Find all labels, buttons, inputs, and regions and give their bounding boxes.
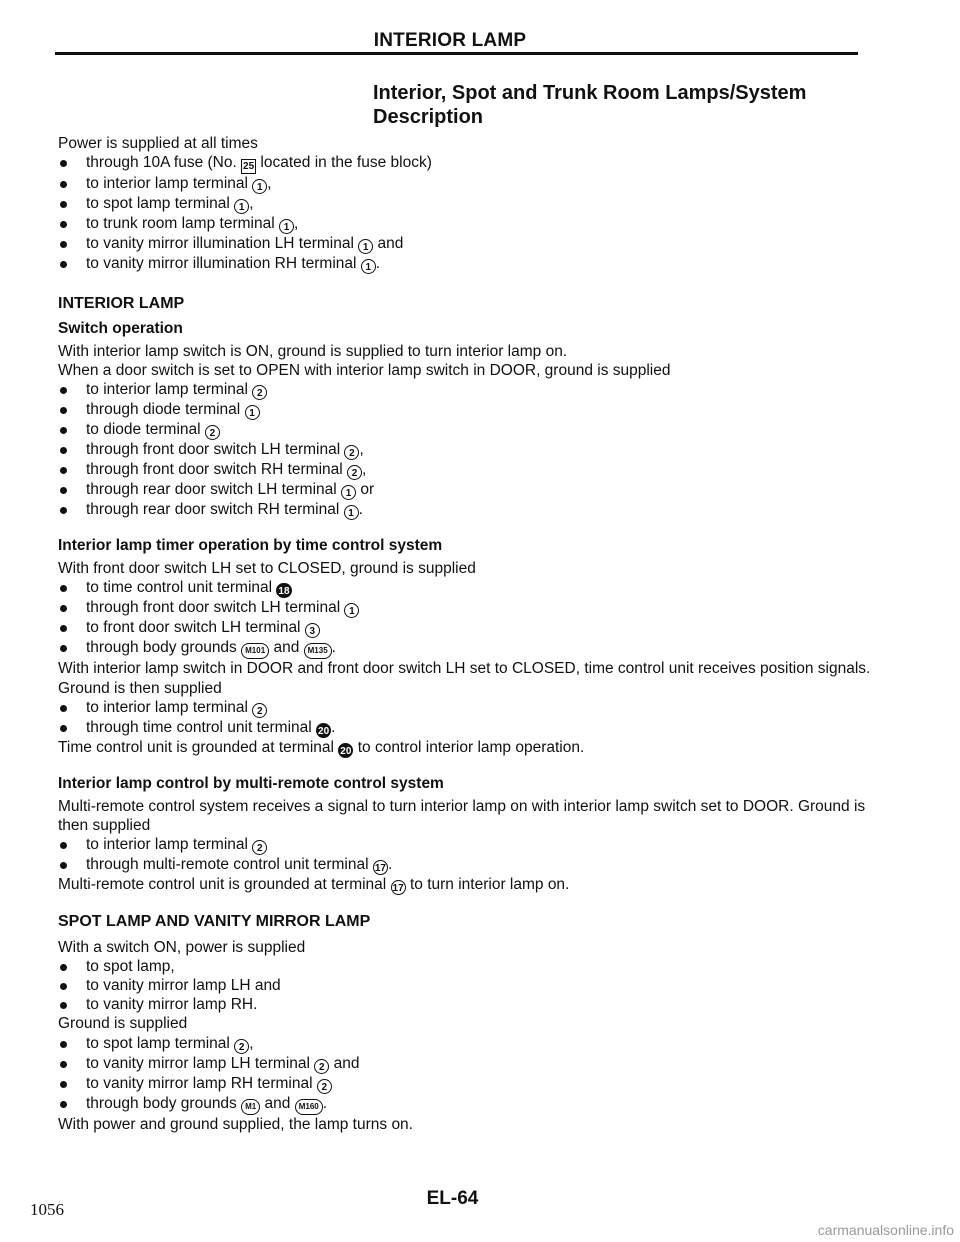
section-subtitle: Description <box>373 106 484 128</box>
page-number: 1056 <box>30 1200 64 1219</box>
terminal-badge: 1 <box>361 259 376 274</box>
power-intro: Power is supplied at all times <box>58 135 258 152</box>
terminal-badge: 2 <box>314 1059 329 1074</box>
list-item: to interior lamp terminal 2 <box>58 835 878 855</box>
list-item: to trunk room lamp terminal 1 , <box>58 214 878 234</box>
list-item: through body grounds M1 and M160 . <box>58 1094 878 1115</box>
list-item: to vanity mirror illumination LH terminal 1 and <box>58 234 878 254</box>
list-item: to front door switch LH terminal 3 <box>58 618 878 638</box>
list-item: through 10A fuse (No. 25 located in the fuse block) <box>58 153 878 174</box>
paragraph: Time control unit is grounded at terminal 20 to control interior lamp operation. <box>58 738 585 757</box>
watermark: carmanualsonline.info <box>817 1222 954 1238</box>
ground-badge: M135 <box>304 643 332 659</box>
fuse-number-box: 25 <box>243 161 255 173</box>
terminal-badge: 3 <box>305 623 320 638</box>
list-item: through rear door switch RH terminal 1 . <box>58 500 878 520</box>
terminal-badge: 2 <box>252 385 267 400</box>
terminal-badge: 18 <box>276 583 291 598</box>
list-item: through multi-remote control unit terminal 17 . <box>58 855 878 875</box>
ground-badge: M101 <box>241 643 269 659</box>
paragraph: With power and ground supplied, the lamp turns on. <box>58 1115 413 1133</box>
list-item: through front door switch LH terminal 2 , <box>58 440 878 460</box>
terminal-badge: 2 <box>347 465 362 480</box>
list-item: through time control unit terminal 20 . <box>58 718 878 738</box>
paragraph: With a switch ON, power is supplied <box>58 938 306 956</box>
list-item: to vanity mirror lamp RH. <box>58 995 878 1014</box>
page-code: EL-64 <box>426 1188 479 1209</box>
section-title: Interior, Spot and Trunk Room Lamps/System <box>373 82 807 104</box>
list-item: through rear door switch LH terminal 1 or <box>58 480 878 500</box>
paragraph: With front door switch LH set to CLOSED, ground is supplied <box>58 560 476 578</box>
list-item: to vanity mirror lamp LH and <box>58 976 878 995</box>
terminal-badge: 1 <box>234 199 249 214</box>
document-body <box>58 134 878 1134</box>
terminal-badge: 1 <box>252 179 267 194</box>
list-item: to spot lamp terminal 2 , <box>58 1034 878 1054</box>
ground-badge: M1 <box>241 1099 260 1115</box>
page-header-title: INTERIOR LAMP <box>373 30 527 51</box>
list-item: to interior lamp terminal 2 <box>58 380 878 400</box>
paragraph: With interior lamp switch is ON, ground is supplied to turn interior lamp on. <box>58 342 568 360</box>
timer-operation-heading: Interior lamp timer operation by time control system <box>58 537 443 555</box>
terminal-badge: 1 <box>358 239 373 254</box>
terminal-badge: 1 <box>344 505 359 520</box>
ground-badge: M160 <box>295 1099 323 1115</box>
list-item: through diode terminal 1 <box>58 400 878 420</box>
multi-remote-heading: Interior lamp control by multi-remote control system <box>58 774 444 792</box>
list-item: through front door switch LH terminal 1 <box>58 598 878 618</box>
terminal-badge: 2 <box>234 1039 249 1054</box>
terminal-badge: 17 <box>391 880 406 895</box>
list-item: to spot lamp terminal 1 , <box>58 194 878 214</box>
list-item: to spot lamp, <box>58 957 878 976</box>
terminal-badge: 2 <box>344 445 359 460</box>
list-item: to vanity mirror lamp LH terminal 2 and <box>58 1054 878 1074</box>
list-item: to time control unit terminal 18 <box>58 578 878 598</box>
header-rule <box>55 52 858 55</box>
terminal-badge: 1 <box>245 405 260 420</box>
terminal-badge: 2 <box>252 703 267 718</box>
terminal-badge: 2 <box>205 425 220 440</box>
paragraph: With interior lamp switch in DOOR and front door switch LH set to CLOSED, time control unit receives position signals. Ground is then supplied <box>58 660 871 697</box>
terminal-badge: 1 <box>341 485 356 500</box>
paragraph: Ground is supplied <box>58 1015 188 1033</box>
terminal-badge: 1 <box>344 603 359 618</box>
list-item: through front door switch RH terminal 2 , <box>58 460 878 480</box>
list-item: through body grounds M101 and M135 . <box>58 638 878 659</box>
list-item: to diode terminal 2 <box>58 420 878 440</box>
terminal-badge: 20 <box>338 743 353 758</box>
terminal-badge: 2 <box>252 840 267 855</box>
terminal-badge: 17 <box>373 860 388 875</box>
paragraph: When a door switch is set to OPEN with interior lamp switch in DOOR, ground is supplied <box>58 361 671 379</box>
paragraph: Multi-remote control system receives a signal to turn interior lamp on with interior lamp switch set to DOOR. Ground is then supplied <box>58 798 866 835</box>
list-item: to interior lamp terminal 2 <box>58 698 878 718</box>
list-item: to vanity mirror lamp RH terminal 2 <box>58 1074 878 1094</box>
list-item: to interior lamp terminal 1 , <box>58 174 878 194</box>
terminal-badge: 1 <box>279 219 294 234</box>
spot-lamp-heading: SPOT LAMP AND VANITY MIRROR LAMP <box>58 913 371 931</box>
interior-lamp-heading: INTERIOR LAMP <box>58 295 185 313</box>
list-item: to vanity mirror illumination RH terminal 1 . <box>58 254 878 274</box>
switch-operation-heading: Switch operation <box>58 320 183 338</box>
terminal-badge: 20 <box>316 723 331 738</box>
paragraph: Multi-remote control unit is grounded at terminal 17 to turn interior lamp on. <box>58 876 570 895</box>
terminal-badge: 2 <box>317 1079 332 1094</box>
